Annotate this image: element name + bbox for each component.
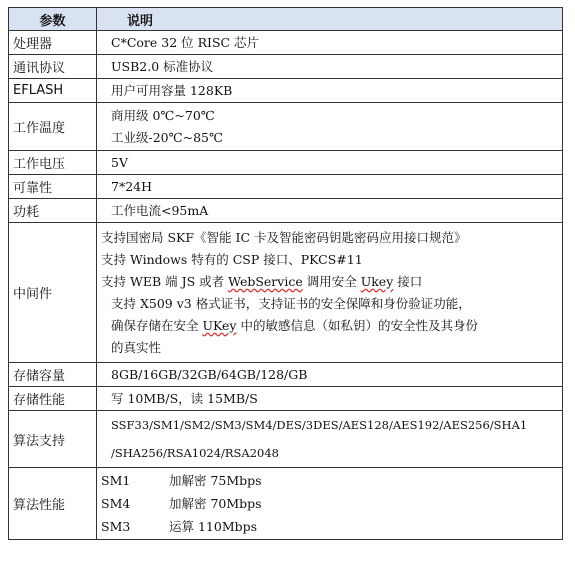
value-line: 支持国密局 SKF《智能 IC 卡及智能密码钥匙密码应用接口规范》 [101,229,467,245]
perf-line [101,515,558,538]
text-run: 接口 [393,273,423,289]
table-row [9,199,563,223]
text-run: 中的敏感信息（如私钥）的安全性及其身份 [236,317,478,333]
value-line: 支持 X509 v3 格式证书，支持证书的安全保障和身份验证功能， [111,295,471,311]
param-value [97,199,563,223]
param-value [97,55,563,79]
param-value [97,468,563,540]
alg-value: 加解密 70Mbps [169,496,262,511]
value-line: 的真实性 [111,339,162,355]
value-line [101,271,558,293]
text-run-underlined: WebService [228,273,303,289]
param-label: 可靠性 [9,175,97,199]
value-line: 工业级-20℃~85℃ [111,129,223,145]
param-value [97,175,563,199]
table-row [9,223,563,363]
table-row [9,103,563,151]
desc-header: 说明 [97,8,563,31]
param-value [97,103,563,151]
param-label: EFLASH [9,79,97,103]
param-label: 中间件 [9,223,97,363]
param-value [97,151,563,175]
value-line [101,315,558,337]
table-row [9,411,563,468]
param-label: 算法性能 [9,468,97,540]
table-row [9,151,563,175]
perf-line [101,492,558,515]
param-label: 存储容量 [9,363,97,387]
value-text: 8GB/16GB/32GB/64GB/128/GB [111,366,308,382]
param-value [97,411,563,468]
value-line: 商用级 0℃~70℃ [111,107,215,123]
alg-value: 运算 110Mbps [169,519,258,534]
value-line: /SHA256/RSA1024/RSA2048 [111,446,280,460]
value-line: 支持 Windows 特有的 CSP 接口、PKCS#11 [101,251,363,267]
value-text: 工作电流<95mA [111,202,209,218]
alg-value: 加解密 75Mbps [169,473,262,488]
table-row [9,468,563,540]
param-value [97,31,563,55]
value-text: 写 10MB/S，读 15MB/S [111,390,258,406]
alg-name: SM1 [101,473,131,488]
param-header: 参数 [9,8,97,31]
param-value [97,79,563,103]
text-run: 确保存储在安全 [111,317,203,333]
table-row [9,31,563,55]
table-row [9,387,563,411]
param-value [97,387,563,411]
value-text: 7*24H [111,178,153,194]
param-label: 工作电压 [9,151,97,175]
value-text: USB2.0 标准协议 [111,58,214,74]
alg-name: SM4 [101,496,131,511]
value-text: 用户可用容量 128KB [111,82,233,98]
header-row [9,8,563,31]
table-row [9,55,563,79]
text-run-underlined: UKey [202,317,237,333]
spec-table [8,7,563,540]
text-run: 调用安全 [302,273,361,289]
perf-line [101,469,558,492]
param-label: 存储性能 [9,387,97,411]
text-run-underlined: Ukey [360,273,394,289]
alg-name: SM3 [101,519,131,534]
table-row [9,79,563,103]
param-label: 通讯协议 [9,55,97,79]
param-label: 处理器 [9,31,97,55]
value-text: C*Core 32 位 RISC 芯片 [111,34,260,50]
value-line: SSF33/SM1/SM2/SM3/SM4/DES/3DES/AES128/AES192/AES256/SHA1 [111,418,528,432]
table-row [9,175,563,199]
table-row [9,363,563,387]
param-value [97,363,563,387]
param-value [97,223,563,363]
param-label: 算法支持 [9,411,97,468]
text-run: 支持 WEB 端 JS 或者 [101,273,229,289]
param-label: 工作温度 [9,103,97,151]
param-label: 功耗 [9,199,97,223]
value-text: 5V [111,154,128,170]
